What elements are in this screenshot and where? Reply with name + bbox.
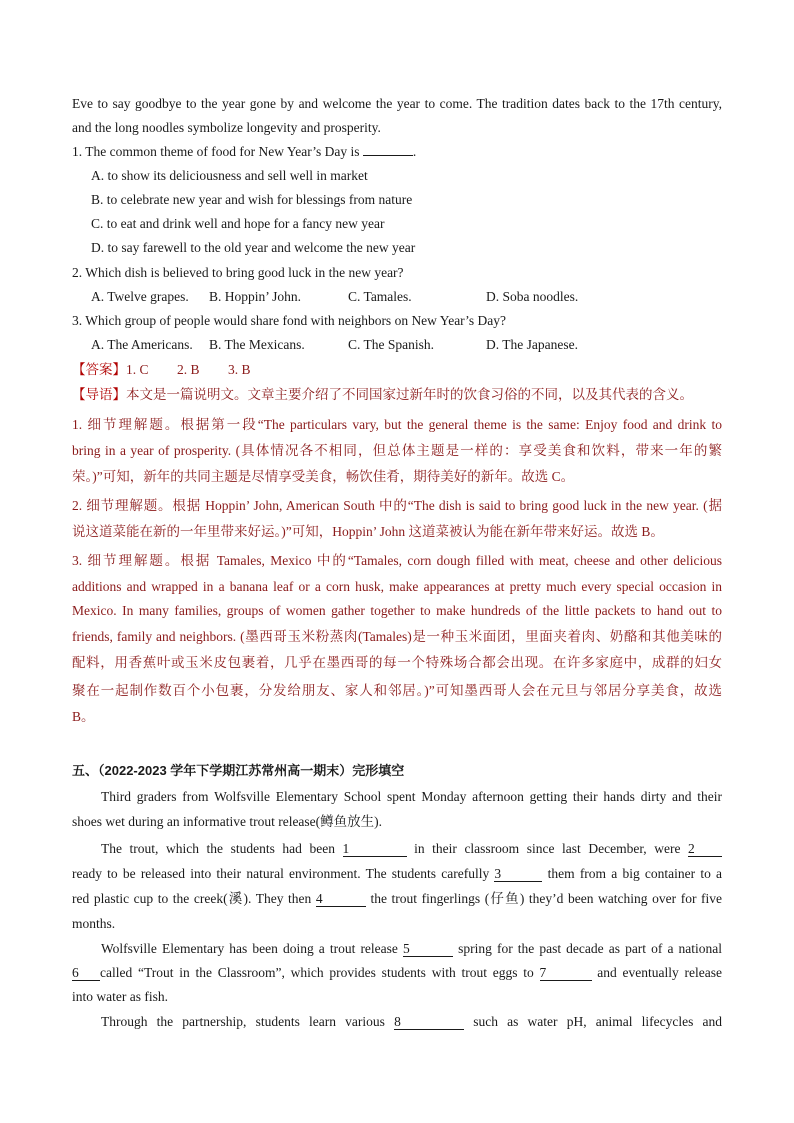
cloze-blank-4: 4 bbox=[316, 892, 366, 907]
explanation-3-line: 3. 细节理解题。根据 Tamales, Mexico 中的“Tamales, corn dough filled with meat, cheese and other delicious bbox=[72, 553, 722, 568]
guide-tag: 【导语】 bbox=[72, 387, 126, 402]
cloze-line bbox=[101, 940, 722, 958]
cloze-line bbox=[72, 890, 722, 908]
question-1-option-b: B. to celebrate new year and wish for blessings from nature bbox=[91, 192, 413, 207]
explanation-3-line: B。 bbox=[72, 709, 95, 724]
question-3-option-c: C. The Spanish. bbox=[348, 337, 435, 352]
question-3-options bbox=[91, 336, 741, 354]
question-2-options bbox=[91, 288, 741, 306]
section-heading: 五、（2022-2023 学年下学期江苏常州高一期末）完形填空 bbox=[72, 763, 405, 778]
cloze-line: shoes wet during an informative trout release(鳟鱼放生). bbox=[72, 814, 383, 829]
explanation-1-line: bring in a year of prosperity. (具体情况各不相同，但总体主题是一样的：享受美食和饮料，带来一年的繁 bbox=[72, 443, 722, 458]
answer-blank bbox=[363, 155, 413, 156]
cloze-line: into water as fish. bbox=[72, 989, 168, 1004]
question-3-stem: 3. Which group of people would share fond with neighbors on New Year’s Day? bbox=[72, 313, 507, 328]
explanation-3-line: additions and wrapped in a banana leaf or a corn husk, make appearances at pretty much every special occasion in bbox=[72, 579, 722, 594]
cloze-line bbox=[72, 964, 722, 982]
question-1-option-a: A. to show its deliciousness and sell well in market bbox=[91, 168, 368, 183]
explanation-1-line: 荣。)”可知，新年的共同主题是尽情享受美食，畅饮佳肴，期待美好的新年。故选 C。 bbox=[72, 469, 575, 484]
passage-line: and the long noodles symbolize longevity and prosperity. bbox=[72, 120, 381, 135]
answer-2: 2. B bbox=[177, 362, 200, 377]
cloze-line bbox=[101, 840, 722, 858]
explanation-3-line: Mexico. In many families, groups of women gather together to make hundreds of the little packets to hand out to bbox=[72, 603, 722, 618]
explanation-3-line: friends, family and neighbors. (墨西哥玉米粉蒸肉(Tamales)是一种玉米面团，里面夹着肉、奶酪和其他美味的 bbox=[72, 629, 722, 644]
question-2-option-d: D. Soba noodles. bbox=[486, 289, 579, 304]
answer-tag: 【答案】 bbox=[72, 362, 126, 377]
question-1-option-c: C. to eat and drink well and hope for a fancy new year bbox=[91, 216, 385, 231]
cloze-line bbox=[101, 1013, 722, 1031]
cloze-blank-7: 7 bbox=[540, 966, 592, 981]
answer-3: 3. B bbox=[228, 362, 251, 377]
explanation-1-line: 1. 细节理解题。根据第一段“The particulars vary, but the general theme is the same: Enjoy food and drink to bbox=[72, 417, 722, 432]
question-1-stem: 1. The common theme of food for New Year’s Day is bbox=[72, 144, 360, 159]
cloze-text: The trout, which the students had been bbox=[101, 841, 335, 856]
question-3-option-b: B. The Mexicans. bbox=[209, 337, 305, 352]
question-2-option-a: A. Twelve grapes. bbox=[91, 289, 189, 304]
cloze-blank-6: 6 bbox=[72, 966, 100, 981]
question-2-option-c: C. Tamales. bbox=[348, 289, 412, 304]
cloze-text: and eventually release bbox=[597, 965, 722, 980]
question-2-option-b: B. Hoppin’ John. bbox=[209, 289, 302, 304]
cloze-text: ready to be released into their natural environment. The students carefully bbox=[72, 866, 490, 881]
answer-1: 1. C bbox=[126, 362, 149, 377]
cloze-line bbox=[72, 865, 722, 883]
guide-text: 本文是一篇说明文。文章主要介绍了不同国家过新年时的饮食习俗的不同，以及其代表的含义。 bbox=[126, 387, 693, 402]
cloze-text: red plastic cup to the creek(溪). They then bbox=[72, 891, 312, 906]
cloze-text: called “Trout in the Classroom”, which provides students with trout eggs to bbox=[100, 965, 534, 980]
cloze-text: the trout fingerlings (仔鱼) they’d been watching over for five bbox=[370, 891, 723, 906]
cloze-blank-1: 1 bbox=[343, 842, 407, 857]
explanation-2-line: 2. 细节理解题。根据 Hoppin’ John, American South 中的“The dish is said to bring good luck in the new year. (据 bbox=[72, 498, 722, 513]
question-3-option-d: D. The Japanese. bbox=[486, 337, 578, 352]
cloze-text: such as water pH, animal lifecycles and bbox=[473, 1014, 723, 1029]
question-2-stem: 2. Which dish is believed to bring good luck in the new year? bbox=[72, 265, 404, 280]
cloze-text: in their classroom since last December, were bbox=[414, 841, 681, 856]
passage-line: Eve to say goodbye to the year gone by and welcome the year to come. The tradition dates back to the 17th century, bbox=[72, 96, 722, 111]
question-1-option-d: D. to say farewell to the old year and welcome the new year bbox=[91, 240, 416, 255]
question-3-option-a: A. The Americans. bbox=[91, 337, 193, 352]
cloze-blank-8: 8 bbox=[394, 1015, 464, 1030]
guide-line bbox=[72, 386, 722, 404]
cloze-blank-3: 3 bbox=[494, 867, 542, 882]
cloze-line: Third graders from Wolfsville Elementary School spent Monday afternoon getting their hands dirty and their bbox=[101, 789, 722, 804]
question-1 bbox=[72, 143, 722, 161]
cloze-text: them from a big container to a bbox=[547, 866, 723, 881]
explanation-3-line: 聚在一起制作数百个小包裹，分发给朋友、家人和邻居。)”可知墨西哥人会在元旦与邻居分享美食，故选 bbox=[72, 683, 722, 698]
question-1-stem-end: . bbox=[412, 144, 417, 159]
cloze-blank-2: 2 bbox=[688, 842, 722, 857]
cloze-blank-5: 5 bbox=[403, 942, 453, 957]
cloze-text: Through the partnership, students learn various bbox=[101, 1014, 385, 1029]
cloze-line: months. bbox=[72, 916, 116, 931]
explanation-3-line: 配料，用香蕉叶或玉米皮包裹着，几乎在墨西哥的每一个特殊场合都会出现。在许多家庭中，成群的妇女 bbox=[72, 655, 722, 670]
explanation-2-line: 说这道菜能在新的一年里带来好运。)”可知，Hoppin’ John 这道菜被认为能在新年带来好运。故选 B。 bbox=[72, 524, 664, 539]
answer-line bbox=[72, 361, 722, 379]
cloze-text: Wolfsville Elementary has been doing a trout release bbox=[101, 941, 398, 956]
cloze-text: spring for the past decade as part of a national bbox=[458, 941, 723, 956]
